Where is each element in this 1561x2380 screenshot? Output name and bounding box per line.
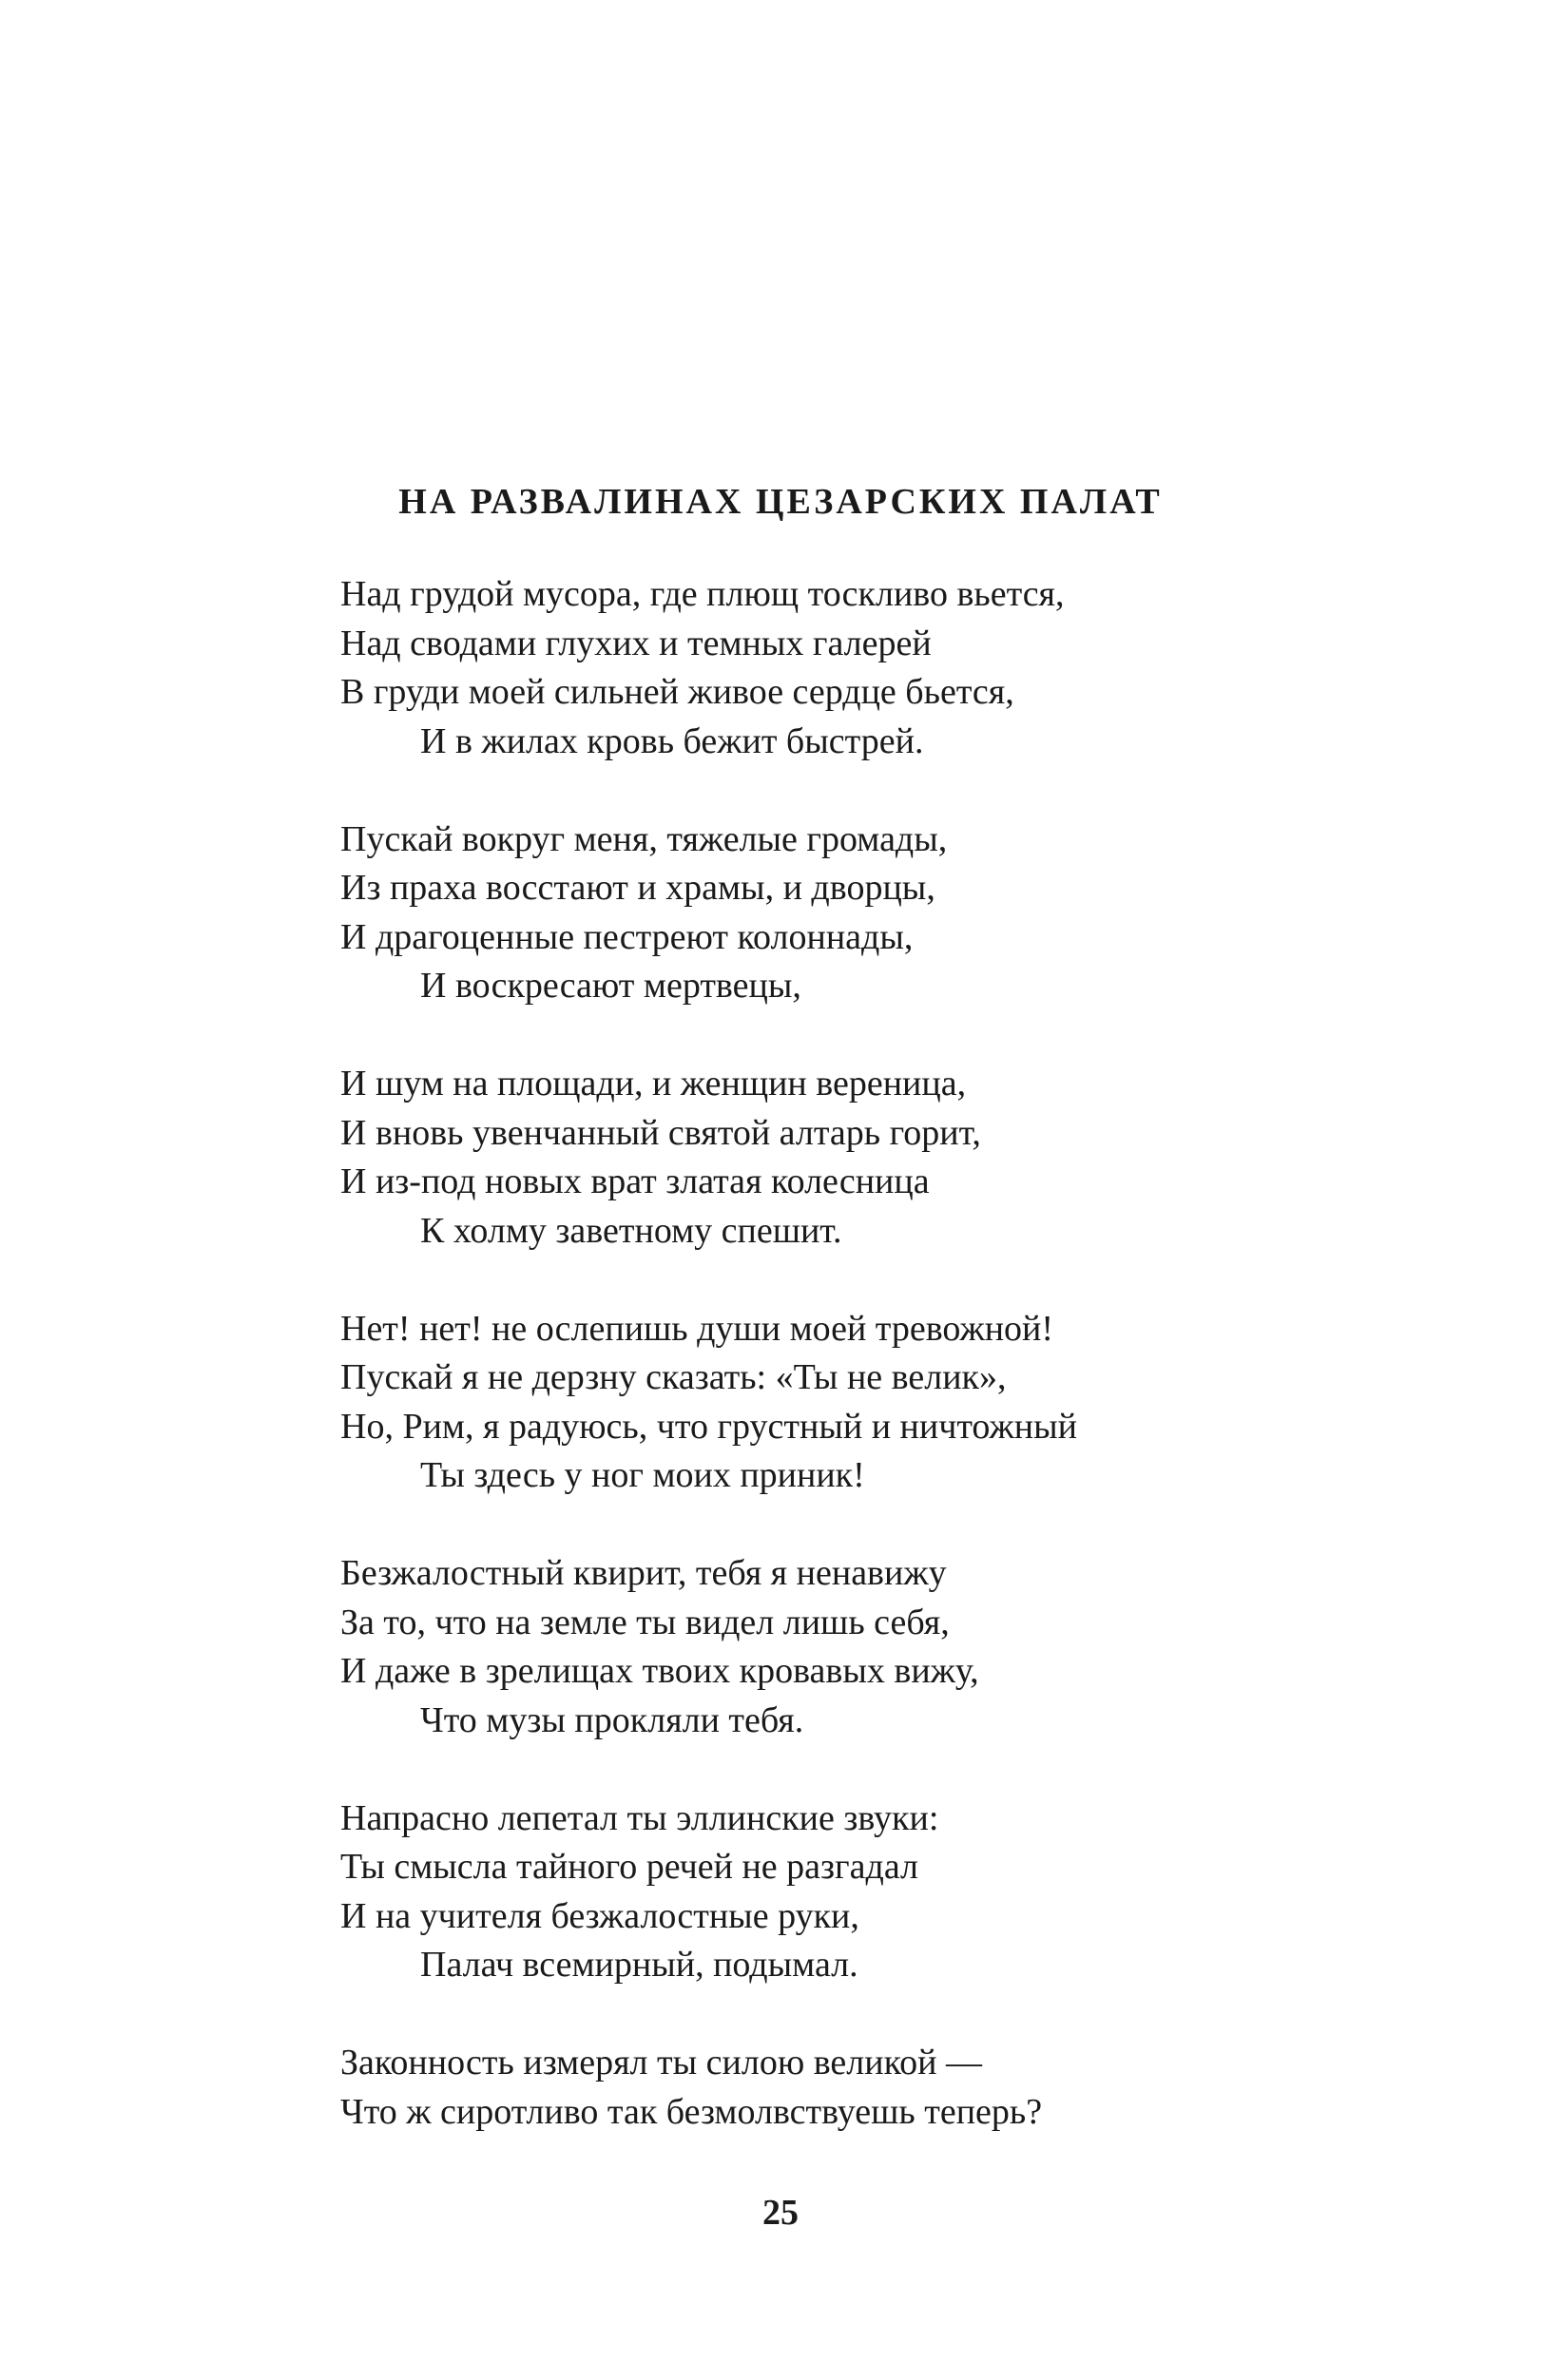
stanza-2 [340,816,1462,1011]
verse-line: Что ж сиротливо так безмолвствуешь теперь? [340,2091,1043,2132]
verse-line-indented: И в жилах кровь бежит быстрей. [420,720,924,761]
verse-line: Пускай я не дерзну сказать: «Ты не велик», [340,1357,1007,1397]
verse-line: И на учителя безжалостные руки, [340,1895,859,1936]
stanza-5 [340,1549,1462,1745]
verse-line: Безжалостный квирит, тебя я ненавижу [340,1553,947,1593]
verse-line: Из праха восстают и храмы, и дворцы, [340,868,935,908]
verse-line: И шум на площади, и женщин вереница, [340,1064,967,1104]
verse-line: Пускай вокруг меня, тяжелые громады, [340,818,948,859]
verse-line: Но, Рим, я радуюсь, что грустный и ничтожный [340,1406,1077,1447]
stanza-3 [340,1060,1462,1256]
verse-line: И вновь увенчанный святой алтарь горит, [340,1112,981,1153]
verse-line: В груди моей сильней живое сердце бьется, [340,672,1014,712]
stanza-4 [340,1305,1462,1501]
verse-line: И даже в зрелищах твоих кровавых вижу, [340,1651,979,1691]
verse-line: Ты смысла тайного речей не разгадал [340,1847,918,1887]
verse-line-indented: Ты здесь у ног моих приник! [420,1455,865,1495]
stanza-1 [340,570,1462,766]
page-number: 25 [762,2193,799,2233]
verse-line: Над сводами глухих и темных галерей [340,623,932,663]
verse-line: Законность измерял ты силою великой — [340,2043,982,2082]
verse-line-indented: Что музы прокляли тебя. [420,1699,804,1740]
verse-line-indented: Палач всемирный, подымал. [420,1945,858,1985]
verse-line: Нет! нет! не ослепишь души моей тревожной! [340,1308,1054,1349]
verse-line: За то, что на земле ты видел лишь себя, [340,1602,950,1642]
verse-line-indented: К холму заветному спешит. [420,1210,842,1251]
stanza-6 [340,1795,1462,1990]
verse-line: И из-под новых врат златая колесница [340,1161,930,1201]
verse-line: Над грудой мусора, где плющ тоскливо вьется, [340,574,1065,614]
verse-line: И драгоценные пестреют колоннады, [340,916,914,957]
verse-line-indented: И воскресают мертвецы, [420,966,801,1006]
poem-body [340,570,1462,2186]
poem-title: НА РАЗВАЛИНАХ ЦЕЗАРСКИХ ПАЛАТ [398,482,1163,522]
verse-line: Напрасно лепетал ты эллинские звуки: [340,1797,939,1838]
stanza-7 [340,2039,1462,2137]
